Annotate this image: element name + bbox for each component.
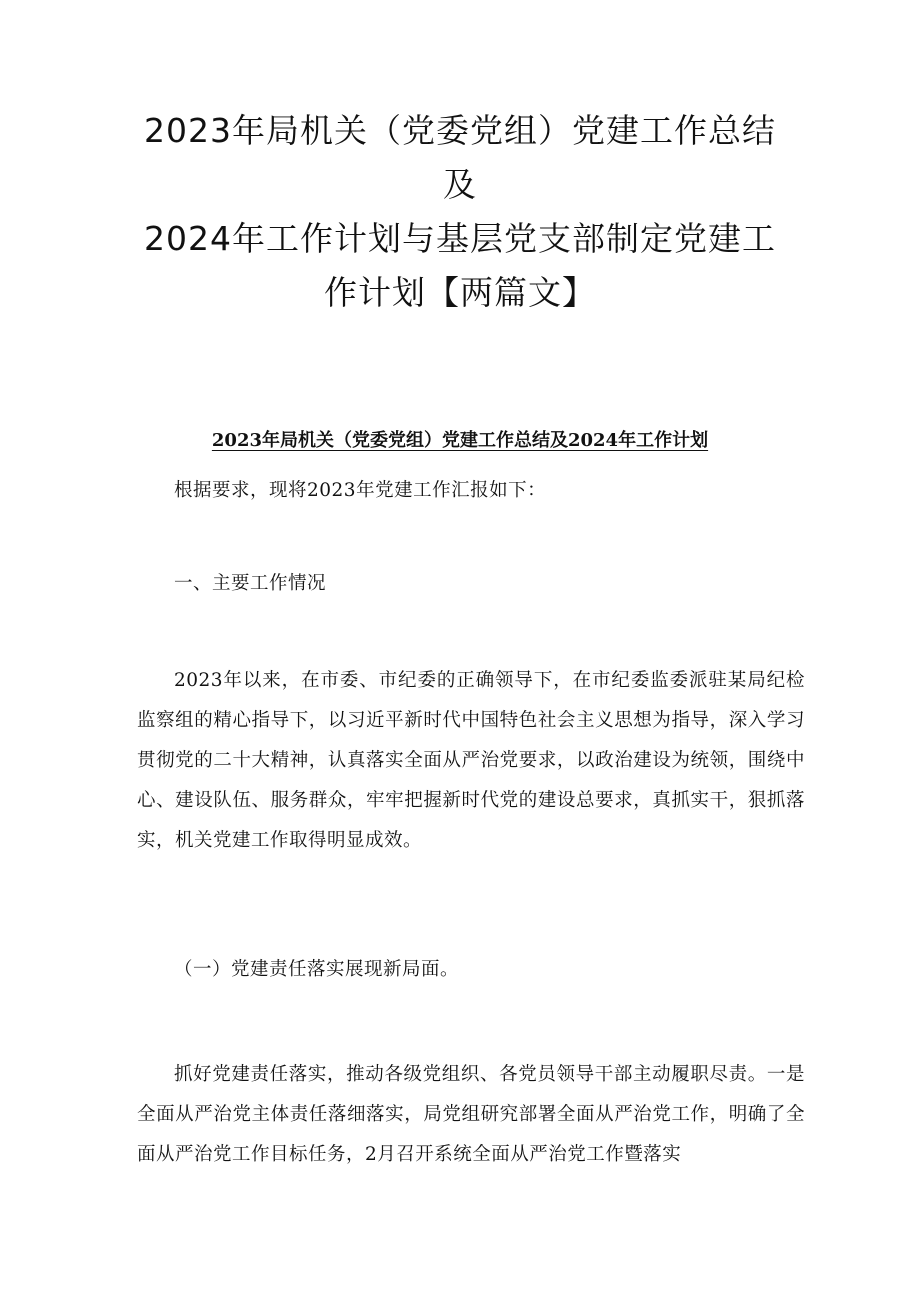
body-paragraph-2: 抓好党建责任落实，推动各级党组织、各党员领导干部主动履职尽责。一是全面从严治党主体责任落细落实，局党组研究部署全面从严治党工作，明确了全面从严治党工作目标任务，2月召开系统全面从严治党工作暨落实 (137, 1064, 805, 1165)
subsection-heading: （一）党建责任落实展现新局面。 (174, 959, 460, 980)
main-title-line-3: 2024年工作计划与基层党支部制定党建工 (144, 219, 776, 258)
body-paragraph-1: 2023年以来，在市委、市纪委的正确领导下，在市纪委监委派驻某局纪检监察组的精心指导下，以习近平新时代中国特色社会主义思想为指导，深入学习贯彻党的二十大精神，认真落实全面从严治党要求，以政治建设为统领，围绕中心、建设队伍、服务群众，牢牢把握新时代党的建设总要求，真抓实干，狠抓落实，机关党建工作取得明显成效。 (137, 670, 805, 851)
main-title-line-2: 及 (443, 165, 477, 204)
main-title-line-1: 2023年局机关（党委党组）党建工作总结 (144, 111, 776, 150)
main-title-line-4: 作计划【两篇文】 (324, 273, 596, 312)
section-heading: 一、主要工作情况 (174, 573, 327, 594)
document-sub-title (0, 427, 920, 455)
intro-paragraph: 根据要求，现将2023年党建工作汇报如下： (174, 480, 547, 501)
document-main-title (0, 104, 920, 320)
sub-title-text: 2023年局机关（党委党组）党建工作总结及2024年工作计划 (211, 430, 709, 451)
